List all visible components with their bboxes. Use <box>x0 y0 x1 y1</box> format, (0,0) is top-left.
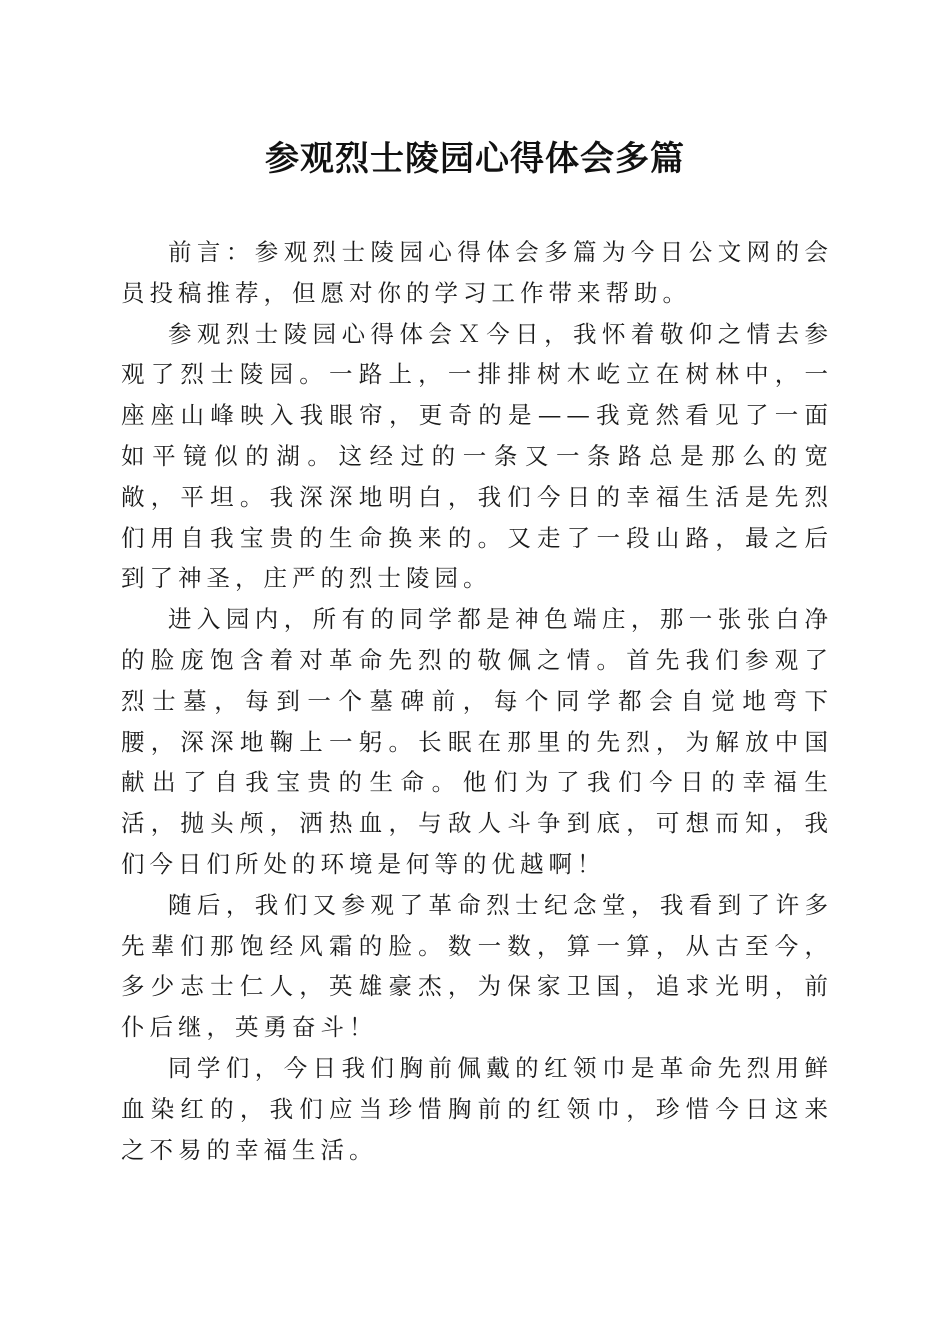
paragraph-conclusion: 同学们，今日我们胸前佩戴的红领巾是革命先烈用鲜血染红的，我们应当珍惜胸前的红领巾，珍惜今日这来之不易的幸福生活。 <box>121 1053 833 1164</box>
paragraph-visit-intro: 参观烈士陵园心得体会Ｘ今日，我怀着敬仰之情去参观了烈士陵园。一路上，一排排树木屹立在树林中，一座座山峰映入我眼帘，更奇的是——我竟然看见了一面如平镜似的湖。这经过的一条又一条路总是那么的宽敞，平坦。我深深地明白，我们今日的幸福生活是先烈们用自我宝贵的生命换来的。又走了一段山路，最之后到了神圣，庄严的烈士陵园。 <box>121 319 833 593</box>
document-title: 参观烈士陵园心得体会多篇 <box>265 139 685 179</box>
paragraph-memorial-hall: 随后，我们又参观了革命烈士纪念堂，我看到了许多先辈们那饱经风霜的脸。数一数，算一算，从古至今，多少志士仁人，英雄豪杰，为保家卫国，追求光明，前仆后继，英勇奋斗！ <box>121 890 833 1042</box>
paragraph-tombs: 进入园内，所有的同学都是神色端庄，那一张张白净的脸庞饱含着对革命先烈的敬佩之情。首先我们参观了烈士墓，每到一个墓碑前，每个同学都会自觉地弯下腰，深深地鞠上一躬。长眠在那里的先烈，为解放中国献出了自我宝贵的生命。他们为了我们今日的幸福生活，抛头颅，洒热血，与敌人斗争到底，可想而知，我们今日们所处的环境是何等的优越啊！ <box>121 605 833 878</box>
paragraph-preface: 前言：参观烈士陵园心得体会多篇为今日公文网的会员投稿推荐，但愿对你的学习工作带来帮助。 <box>121 238 833 307</box>
document-body <box>121 232 833 1170</box>
